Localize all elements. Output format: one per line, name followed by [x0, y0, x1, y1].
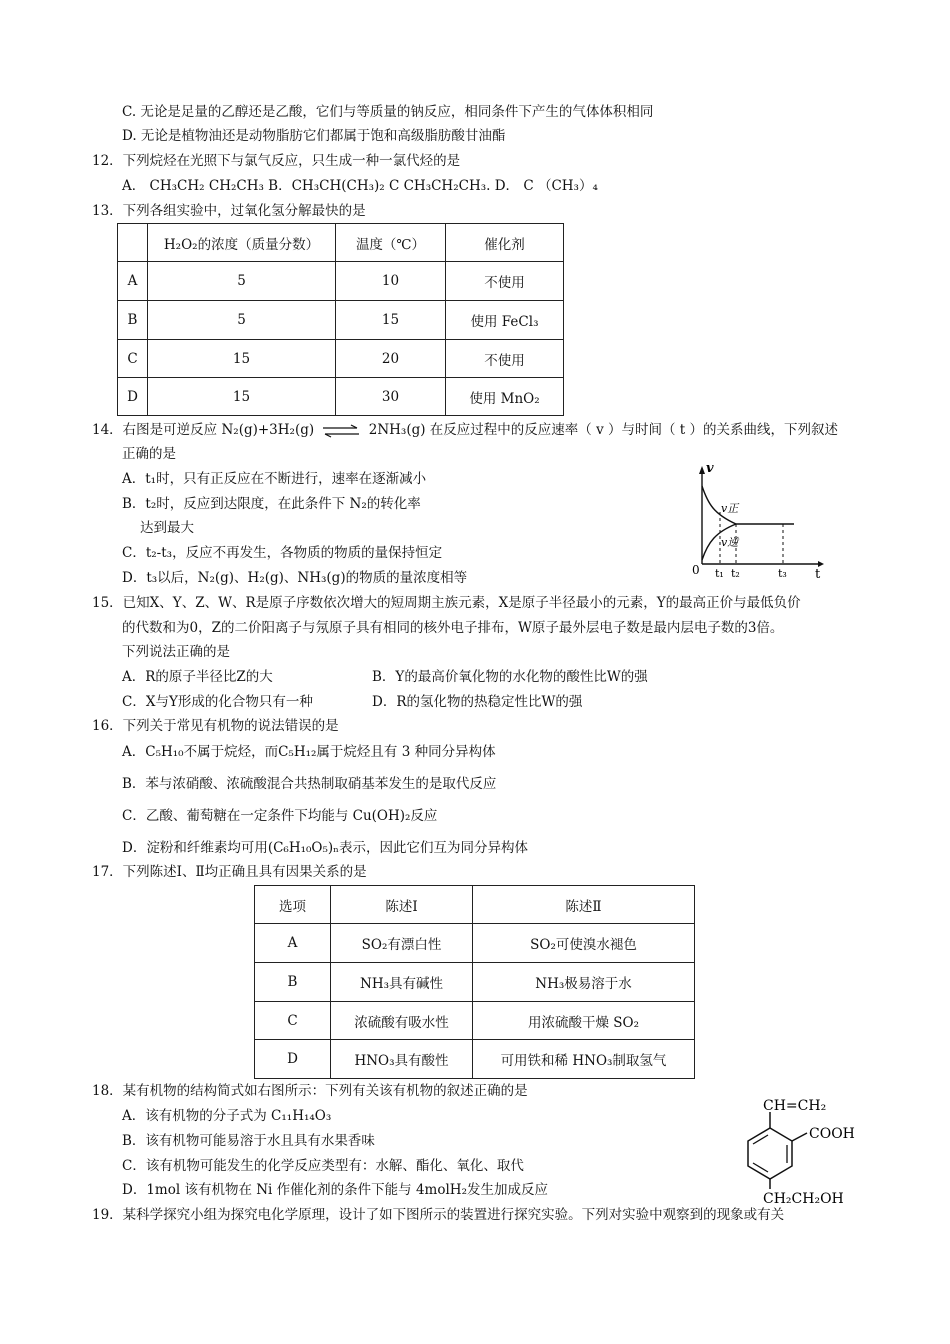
q12-stem: 12．下列烷烃在光照下与氯气反应，只生成一种一氯代烃的是 — [92, 153, 461, 169]
q14-option-b-line1: B．t₂时，反应到达限度，在此条件下 N₂的转化率 — [122, 496, 421, 512]
table-cell: B — [255, 963, 331, 1002]
table-cell: 可用铁和稀 HNO₃制取氢气 — [473, 1040, 695, 1079]
q18-option-b: B．该有机物可能易溶于水且具有水果香味 — [122, 1133, 375, 1149]
q17-stem: 17．下列陈述Ⅰ、Ⅱ均正确且具有因果关系的是 — [92, 864, 367, 880]
hydroxyethyl-group-label: CH₂CH₂OH — [763, 1191, 844, 1205]
tick-label-t1: t₁ — [715, 567, 724, 580]
table-cell: NH₃具有碱性 — [331, 963, 473, 1002]
table-cell: B — [118, 301, 148, 340]
table-row — [255, 963, 695, 1002]
q15-option-a: A．R的原子半径比Z的大 — [122, 669, 273, 685]
q15-option-d: D．R的氢化物的热稳定性比W的强 — [372, 694, 583, 710]
q14-stem-part-a: 14．右图是可逆反应 N₂(g)+3H₂(g) — [92, 422, 315, 438]
q14-option-b-line2: 达到最大 — [140, 520, 194, 536]
table-cell: 15 — [148, 340, 336, 378]
q15-line-3: 下列说法正确的是 — [122, 644, 230, 660]
table-cell: 15 — [336, 301, 446, 340]
tick-label-t3: t₃ — [778, 567, 787, 580]
q13-stem: 13．下列各组实验中，过氧化氢分解最快的是 — [92, 203, 366, 219]
q14-option-a: A．t₁时，只有正反应在不断进行，速率在逐渐减小 — [122, 471, 427, 487]
table-row — [118, 340, 564, 378]
tick-label-t2: t₂ — [731, 567, 740, 580]
q15-line-2: 的代数和为0，Z的二价阳离子与氖原子具有相同的核外电子排布，W原子最外层电子数是最内层电子数的3倍。 — [122, 620, 784, 636]
table-cell: HNO₃具有酸性 — [331, 1040, 473, 1079]
q17-table — [254, 885, 695, 1079]
carboxyl-group-label: COOH — [809, 1126, 855, 1142]
q16-option-c: C．乙酸、葡萄糖在一定条件下均能与 Cu(OH)₂反应 — [122, 808, 438, 824]
rate-time-graph — [690, 460, 830, 585]
table-cell: 20 — [336, 340, 446, 378]
table-cell: 不使用 — [446, 340, 564, 378]
table-row — [255, 924, 695, 963]
q13-table — [117, 223, 564, 416]
table-cell: 使用 MnO₂ — [446, 378, 564, 416]
q18-option-c: C．该有机物可能发生的化学反应类型有：水解、酯化、氧化、取代 — [122, 1158, 524, 1174]
q13-header-cell: H₂O₂的浓度（质量分数） — [148, 224, 336, 262]
q15-line-1: 15．已知X、Y、Z、W、R是原子序数依次增大的短周期主族元素，X是原子半径最小的元素，Y的最高正价与最低负价 — [92, 595, 801, 611]
q14-stem-2: 正确的是 — [122, 446, 176, 462]
q13-header-cell: 温度（℃） — [336, 224, 446, 262]
q17-table-header — [255, 886, 695, 924]
table-cell: 5 — [148, 262, 336, 301]
q11-option-c: C. 无论是足量的乙醇还是乙酸，它们与等质量的钠反应，相同条件下产生的气体体积相同 — [122, 104, 654, 120]
forward-rate-label: v正 — [721, 502, 739, 515]
q16-stem: 16．下列关于常见有机物的说法错误的是 — [92, 718, 339, 734]
q16-option-a: A．C₅H₁₀不属于烷烃，而C₅H₁₂属于烷烃且有 3 种同分异构体 — [122, 744, 496, 760]
q15-option-b: B．Y的最高价氧化物的水化物的酸性比W的强 — [372, 669, 648, 685]
table-cell: 用浓硫酸干燥 SO₂ — [473, 1002, 695, 1040]
q17-header-cell: 选项 — [255, 886, 331, 924]
table-cell: 10 — [336, 262, 446, 301]
table-cell: SO₂可使溴水褪色 — [473, 924, 695, 963]
q14-stem — [92, 421, 838, 439]
table-cell: D — [118, 378, 148, 416]
origin-label: 0 — [692, 563, 700, 577]
table-row — [255, 1040, 695, 1079]
table-cell: 浓硫酸有吸水性 — [331, 1002, 473, 1040]
reverse-rate-label: v逆 — [721, 536, 739, 549]
carboxyl-bond — [792, 1133, 807, 1141]
table-cell: SO₂有漂白性 — [331, 924, 473, 963]
x-axis-label: t — [815, 567, 821, 582]
q16-option-b: B．苯与浓硝酸、浓硫酸混合共热制取硝基苯发生的是取代反应 — [122, 776, 497, 792]
q14-option-d: D．t₃以后，N₂(g)、H₂(g)、NH₃(g)的物质的量浓度相等 — [122, 570, 468, 586]
benzene-ring — [748, 1128, 792, 1179]
table-cell: 使用 FeCl₃ — [446, 301, 564, 340]
q13-header-cell — [118, 224, 148, 262]
table-row — [118, 301, 564, 340]
q15-option-c: C．X与Y形成的化合物只有一种 — [122, 694, 313, 710]
table-cell: 15 — [148, 378, 336, 416]
q13-table-header — [118, 224, 564, 262]
table-cell: A — [255, 924, 331, 963]
q16-option-d: D．淀粉和纤维素均可用(C₆H₁₀O₅)ₙ表示，因此它们互为同分异构体 — [122, 840, 529, 856]
vinyl-group-label: CH=CH₂ — [763, 1098, 827, 1114]
q18-option-a: A．该有机物的分子式为 C₁₁H₁₄O₃ — [122, 1108, 332, 1124]
table-cell: 不使用 — [446, 262, 564, 301]
q17-header-cell: 陈述Ⅱ — [473, 886, 695, 924]
organic-structure-diagram — [735, 1093, 875, 1205]
q14-option-c: C．t₂-t₃，反应不再发生，各物质的物质的量保持恒定 — [122, 545, 443, 561]
table-cell: D — [255, 1040, 331, 1079]
equilibrium-arrow-icon — [321, 424, 361, 438]
q18-stem: 18．某有机物的结构简式如右图所示：下列有关该有机物的叙述正确的是 — [92, 1083, 528, 1099]
table-row — [118, 262, 564, 301]
y-axis-label: v — [706, 461, 714, 476]
table-cell: 5 — [148, 301, 336, 340]
q12-options: A． CH₃CH₂ CH₂CH₃ B．CH₃CH(CH₃)₂ C CH₃CH₂CH₃. D． C （CH₃）₄ — [122, 178, 598, 194]
q13-header-cell: 催化剂 — [446, 224, 564, 262]
q11-option-d: D. 无论是植物油还是动物脂肪它们都属于饱和高级脂肪酸甘油酯 — [122, 128, 506, 144]
table-cell: NH₃极易溶于水 — [473, 963, 695, 1002]
table-cell: C — [118, 340, 148, 378]
q14-stem-part-b: 2NH₃(g) 在反应过程中的反应速率（ v ）与时间（ t ）的关系曲线，下列叙述 — [368, 422, 839, 438]
table-row — [118, 378, 564, 416]
q17-header-cell: 陈述Ⅰ — [331, 886, 473, 924]
table-cell: 30 — [336, 378, 446, 416]
table-row — [255, 1002, 695, 1040]
table-cell: C — [255, 1002, 331, 1040]
q19-stem: 19．某科学探究小组为探究电化学原理，设计了如下图所示的装置进行探究实验。下列对实验中观察到的现象或有关 — [92, 1207, 785, 1223]
y-axis-arrow-icon — [699, 466, 705, 474]
table-cell: A — [118, 262, 148, 301]
q18-option-d: D．1mol 该有机物在 Ni 作催化剂的条件下能与 4molH₂发生加成反应 — [122, 1182, 548, 1198]
